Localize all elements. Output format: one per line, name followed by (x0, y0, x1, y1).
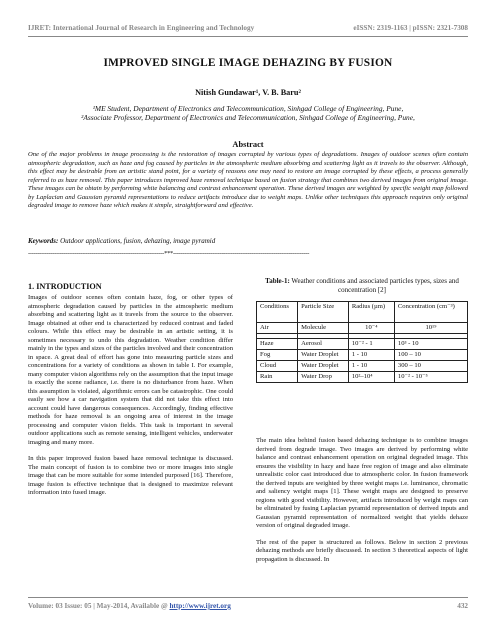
header-rule (28, 36, 468, 37)
keywords (28, 237, 468, 245)
table-cell: Air (257, 323, 298, 334)
page-number: 432 (457, 602, 468, 610)
table-cell: 10³ - 10 (394, 339, 467, 350)
journal-name: IJRET: International Journal of Research in Engineering and Technology (28, 24, 255, 32)
table-header-cell: Conditions (257, 302, 298, 323)
intro-paragraph-4: The rest of the paper is structured as follows. Below in section 2 previous dehazing methods are briefly discussed. In section 3 theoretical aspects of light propagation is discussed. In (256, 538, 468, 563)
affiliations (28, 104, 468, 122)
keywords-label: Keywords: (28, 237, 59, 245)
table-cell: Aerosol (298, 339, 349, 350)
table-cell: Water Drop (298, 372, 349, 383)
table-cell: 10²–10⁴ (348, 372, 394, 383)
table-row (257, 323, 468, 334)
footer-rule (28, 597, 468, 598)
keywords-list: Outdoor applications, fusion, dehazing, image pyramid (58, 237, 216, 245)
issn: eISSN: 2319-1163 | pISSN: 2321-7308 (353, 24, 468, 32)
table-cell: Haze (257, 339, 298, 350)
table-cell: 1 - 10 (348, 350, 394, 361)
volume-text: Volume: 03 Issue: 05 | May-2014, Available @ (28, 602, 170, 610)
table-caption-label: Table-1: (265, 277, 290, 285)
table-row (257, 350, 468, 361)
running-header (28, 24, 468, 32)
table-header-cell: Radius (µm) (348, 302, 394, 323)
section-separator: -------------------------------------------------------------------------***------------------------------------------------------------------------- (28, 250, 310, 257)
table-cell: 10⁻⁴ (348, 323, 394, 334)
abstract-text: One of the major problems in image processing is the restoration of images corrupted by various types of degradations. Images of outdoor scenes often contain atmospheric degradation, such as haze and fog caused by particles in the atmospheric medium absorbing and scattering light as it travels to the observer. Although, this effect may be desirable from an artistic stand point, for a variety of reasons one may need to restore an image corrupted by these effects, a process generally referred to as haze removal. This paper introduces improved haze removal technique based on fusion strategy that combines two derived images from original image. These images can be obtain by performing white balancing and contrast enhancement operation. These derived images are weighted by specific weight map followed by Laplacian and Gaussian pyramid representations to reduce artifacts introduce due to weight maps. Unlike other techniques this approach requires only original degraded image to remove haze which makes it simple, straightforward and effective. (28, 151, 468, 209)
volume-info (28, 602, 231, 610)
table-cell: 100 – 10 (394, 350, 467, 361)
intro-paragraph-1: Images of outdoor scenes often contain haze, fog, or other types of atmospheric degradation caused by particles in the atmospheric medium absorbing and scattering light as it travels from the source to the observer. Image obtained at other end is characterized by reduced contrast and faded colours. While this effect may be desirable in an artistic setting, it is sometimes necessary to undo this degradation. Weather condition differ mainly in the types and sizes of the particles involved and their concentration in space. A great deal of effort has gone into measuring particle sizes and concentrations for a variety of conditions as shown in table I. For example, many computer vision algorithms rely on the assumption that the input image is exactly the scene radiance, i.e. there is no disturbance from haze. When this assumption is violated, algorithmic errors can be catastrophic. One could easily see how a car navigation system that did not take this effect into account could have dangerous consequences. Accordingly, finding effective methods for haze removal is an ongoing area of interest in the image processing and computer vision fields. This task is important in several outdoor applications such as remote sensing, intelligent vehicles, underwater imaging and many more. (28, 294, 233, 446)
right-column (256, 437, 468, 572)
table-cell: Molecule (298, 323, 349, 334)
table-caption (256, 277, 468, 295)
table-cell: 10⁻² - 1 (348, 339, 394, 350)
table-cell: 10¹⁹ (394, 323, 467, 334)
authors: Nitish Gundawar¹, V. B. Baru² (195, 88, 301, 97)
table-cell: Water Droplet (298, 361, 349, 372)
table-cell: 10⁻² - 10⁻⁵ (394, 372, 467, 383)
left-column (28, 294, 233, 506)
running-footer (28, 602, 468, 610)
weather-conditions-table (256, 301, 468, 383)
journal-url-link[interactable]: http://www.ijret.org (169, 602, 231, 610)
paper-title: IMPROVED SINGLE IMAGE DEHAZING BY FUSION (103, 57, 393, 69)
table-caption-text: Weather conditions and associated particles types, sizes and concentration [2] (289, 277, 459, 294)
table-cell: Water Droplet (298, 350, 349, 361)
table-header-cell: Particle Size (298, 302, 349, 323)
affiliation-1: ¹ME Student, Department of Electronics and Telecommunication, Sinhgad College of Engineering, Pune, (92, 104, 404, 113)
intro-paragraph-3: The main idea behind fusion based dehazing technique is to combine images derived from degrade image. Two images are derived by performing white balance and contrast enhancement operation on original degraded image. This ensures the visibility in hazy and haze free region of image and also eliminate unrealistic color cast introduced due to atmospheric color. In fusion framework the derived inputs are weighted by three weight maps i.e. luminance, chromatic and saliency weight maps [1]. These weight maps are designed to preserve regions with good visibility. However, artifacts introduced by weight maps can be eliminated by fusing Laplacian pyramid representation of derived inputs and Gaussian pyramid representation of normalized weight that yields dehaze version of original degraded image. (256, 437, 468, 529)
table-row (257, 339, 468, 350)
table-header-cell: Concentration (cm⁻³) (394, 302, 467, 323)
table-cell: 1 - 10 (348, 361, 394, 372)
table-row (257, 361, 468, 372)
table-cell: Rain (257, 372, 298, 383)
table-cell: 300 – 10 (394, 361, 467, 372)
table-cell: Cloud (257, 361, 298, 372)
table-row (257, 372, 468, 383)
intro-paragraph-2: In this paper improved fusion based haze removal technique is discussed. The main concept of fusion is to combine two or more images into single image that can be more suitable for some intended purposed [16]. Therefore, image fusion is effective technique that is designed to maximize relevant information into fused image. (28, 455, 233, 496)
abstract-heading: Abstract (232, 140, 264, 149)
table-header-row (257, 302, 468, 323)
section-heading: 1. INTRODUCTION (28, 282, 102, 291)
affiliation-2: ²Associate Professor, Department of Electronics and Telecommunication, Sinhgad College of Engineering, Pune, (81, 113, 415, 122)
table-cell: Fog (257, 350, 298, 361)
